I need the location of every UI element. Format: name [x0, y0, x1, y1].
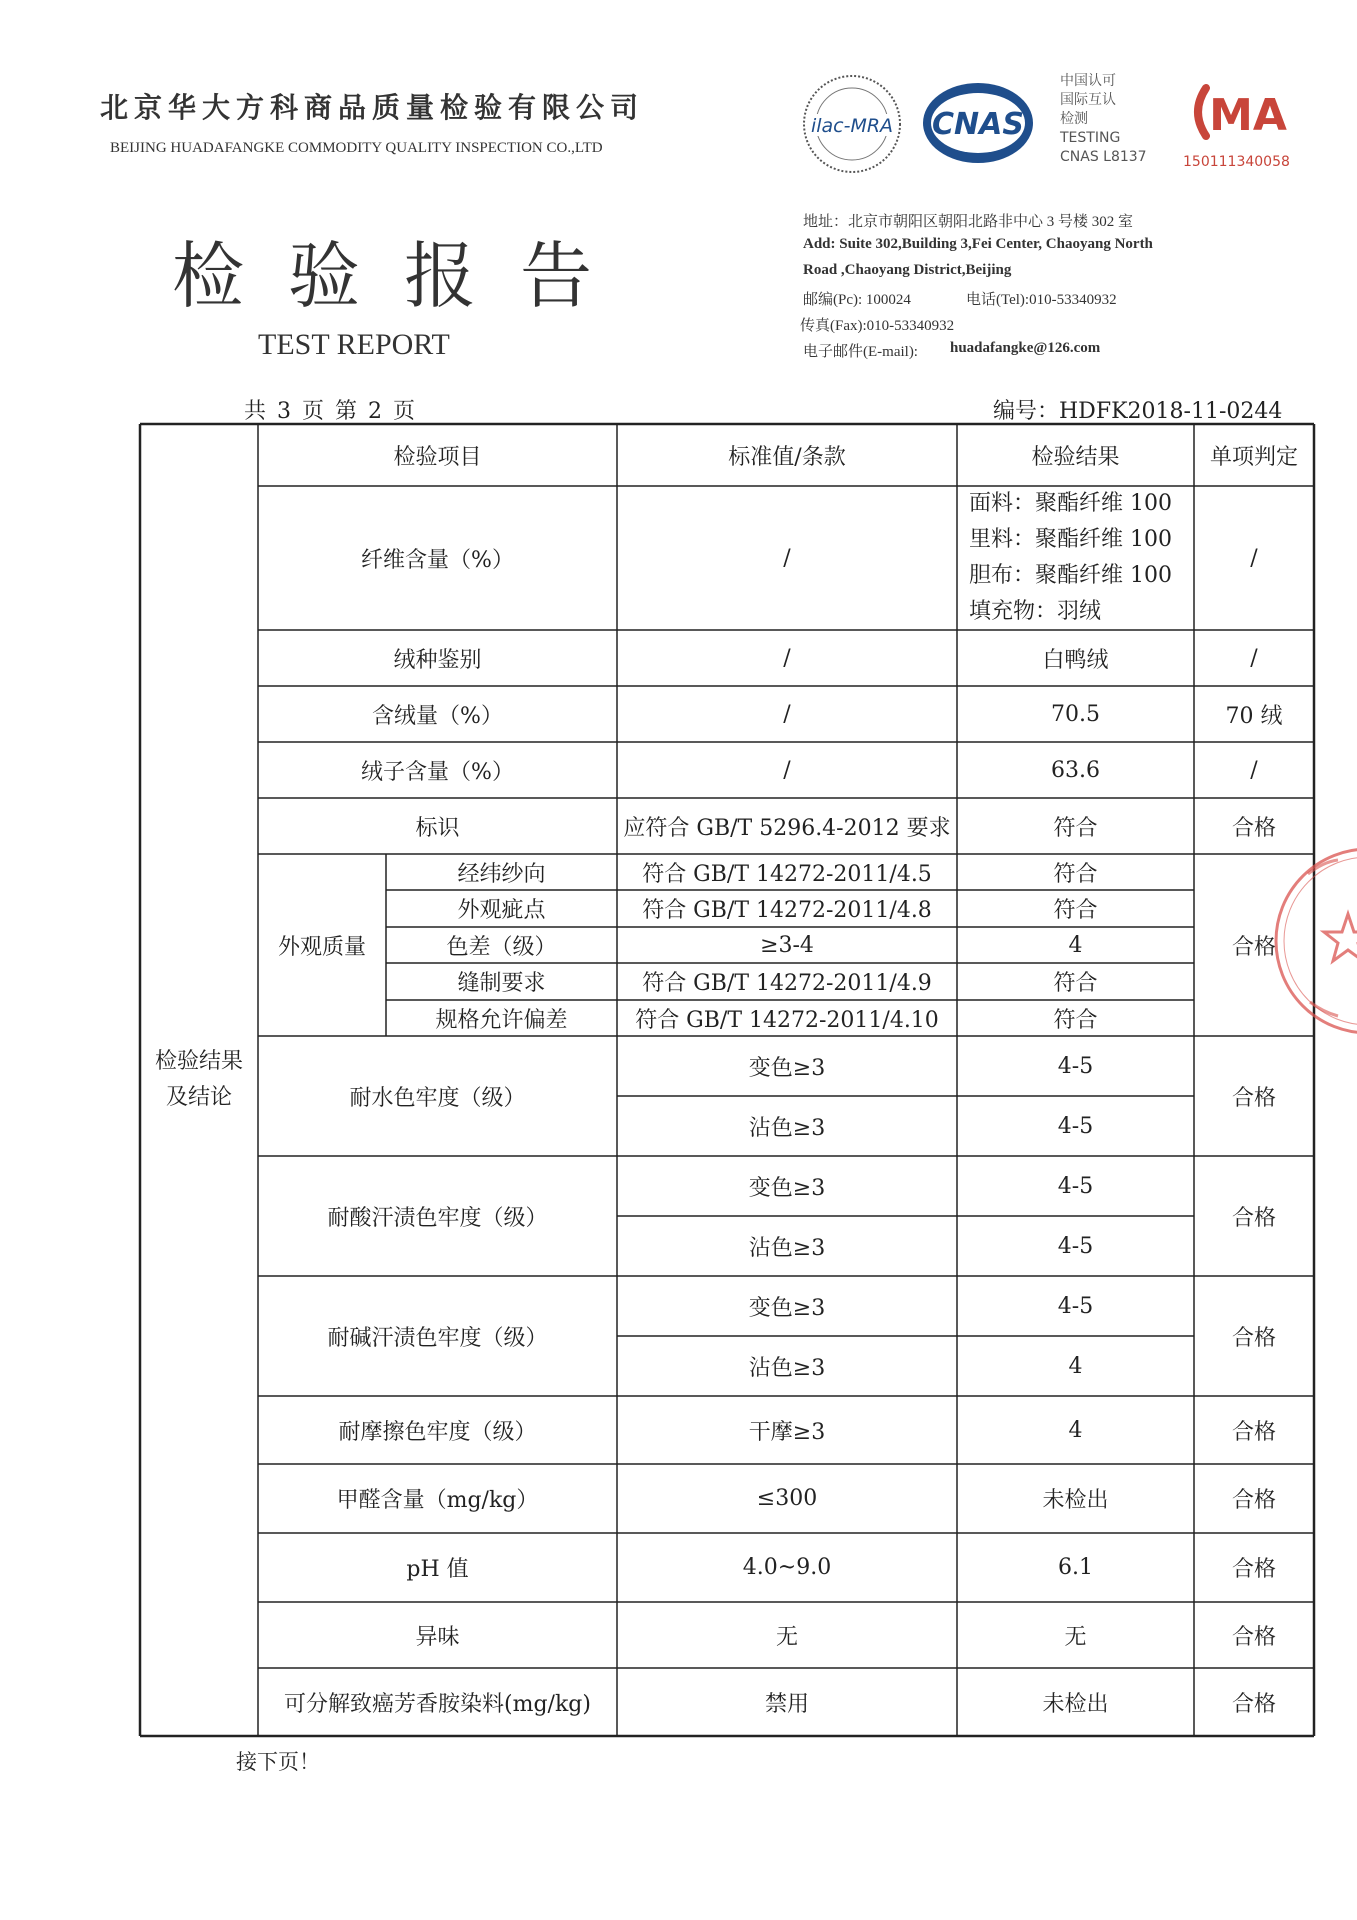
header-judgement: 单项判定	[1209, 444, 1298, 470]
telephone: 电话(Tel):010-53340932	[966, 292, 1117, 308]
ph-item: pH 值	[406, 1557, 469, 1582]
fiber-result-filling: 填充物：羽绒	[969, 599, 1102, 624]
down-cluster-standard: /	[783, 757, 791, 783]
alkali-fastness-res-stain: 4	[1068, 1353, 1083, 1379]
cma-number: 150111340058	[1183, 154, 1290, 170]
down-cluster-result: 63.6	[1051, 757, 1100, 783]
water-fastness-item: 耐水色牢度（级）	[349, 1085, 526, 1111]
alkali-fastness-judgement: 合格	[1231, 1325, 1276, 1351]
appearance-sub: 经纬纱向	[457, 861, 546, 887]
water-fastness-std-change: 变色≥3	[748, 1055, 826, 1081]
alkali-fastness-item: 耐碱汗渍色牢度（级）	[327, 1325, 548, 1351]
appearance-result: 符合	[1053, 898, 1098, 923]
company-name-en: BEIJING HUADAFANGKE COMMODITY QUALITY INSPECTION CO.,LTD	[110, 140, 603, 156]
water-fastness-judgement: 合格	[1231, 1085, 1276, 1111]
fiber-judgement: /	[1250, 545, 1258, 571]
header-item: 检验项目	[393, 444, 482, 470]
down-content-judgement: 70 绒	[1225, 703, 1283, 729]
down-type-item: 绒种鉴别	[393, 647, 482, 673]
page-info: 共 3 页 第 2 页	[244, 399, 417, 424]
cma-logo	[1186, 80, 1298, 144]
label-standard: 应符合 GB/T 5296.4-2012 要求	[623, 815, 951, 841]
report-title-en: TEST REPORT	[258, 328, 450, 361]
appearance-result: 4	[1068, 932, 1083, 958]
down-cluster-item: 绒子含量（%）	[361, 759, 514, 785]
appearance-sub: 规格允许偏差	[435, 1007, 568, 1033]
header-standard: 标准值/条款	[728, 444, 846, 470]
cnas-logo	[918, 78, 1038, 168]
odor-judgement: 合格	[1231, 1624, 1276, 1650]
acid-fastness-std-stain: 沾色≥3	[748, 1235, 826, 1261]
water-fastness-res-change: 4-5	[1057, 1053, 1094, 1079]
appearance-standard: 符合 GB/T 14272-2011/4.8	[642, 898, 932, 923]
report-title-cn: 检验报告	[172, 234, 637, 318]
acid-fastness-res-change: 4-5	[1057, 1173, 1094, 1199]
appearance-standard: 符合 GB/T 14272-2011/4.5	[642, 861, 932, 887]
rub-fastness-judgement: 合格	[1231, 1419, 1276, 1445]
report-number: 编号：HDFK2018-11-0244	[993, 399, 1283, 424]
water-fastness-std-stain: 沾色≥3	[748, 1115, 826, 1141]
alkali-fastness-res-change: 4-5	[1057, 1293, 1094, 1319]
down-type-judgement: /	[1250, 645, 1258, 671]
appearance-sub: 缝制要求	[457, 971, 546, 996]
down-cluster-judgement: /	[1250, 757, 1258, 783]
appearance-standard: 符合 GB/T 14272-2011/4.10	[635, 1007, 939, 1033]
fiber-item: 纤维含量（%）	[361, 547, 514, 573]
odor-result: 无	[1064, 1624, 1087, 1650]
address-line-cn: 地址：北京市朝阳区朝阳北路非中心 3 号楼 302 室	[803, 214, 1134, 230]
fax: 传真(Fax):010-53340932	[800, 318, 955, 334]
down-type-result: 白鸭绒	[1042, 647, 1109, 673]
water-fastness-res-stain: 4-5	[1057, 1113, 1094, 1139]
appearance-result: 符合	[1053, 861, 1098, 887]
svg-text:ilac-MRA: ilac-MRA	[810, 115, 894, 137]
address-line-en-1: Add: Suite 302,Building 3,Fei Center, Chaoyang North	[803, 236, 1153, 252]
formaldehyde-item: 甲醛含量（mg/kg）	[336, 1488, 539, 1513]
svg-text:CNAS: CNAS	[932, 107, 1024, 142]
svg-text:MA: MA	[1209, 90, 1287, 141]
acid-fastness-item: 耐酸汗渍色牢度（级）	[327, 1205, 548, 1231]
appearance-sub: 外观疵点	[457, 898, 546, 923]
alkali-fastness-std-change: 变色≥3	[748, 1295, 826, 1321]
label-item: 标识	[415, 815, 460, 841]
email-label: 电子邮件(E-mail):	[803, 344, 918, 360]
ph-result: 6.1	[1058, 1555, 1093, 1580]
appearance-judgement: 合格	[1231, 934, 1276, 960]
side-label: 检验结果 及结论	[154, 1049, 243, 1110]
continued-note: 接下页！	[236, 1750, 320, 1774]
azo-dye-item: 可分解致癌芳香胺染料(mg/kg)	[284, 1691, 591, 1717]
rub-fastness-result: 4	[1068, 1417, 1083, 1443]
formaldehyde-standard: ≤300	[756, 1486, 818, 1511]
down-type-standard: /	[783, 645, 791, 671]
appearance-result: 符合	[1053, 971, 1098, 996]
azo-dye-result: 未检出	[1042, 1691, 1109, 1717]
ilac-mra-logo	[800, 72, 904, 176]
fiber-result-inner: 胆布：聚酯纤维 100	[969, 563, 1172, 588]
cnas-cert-text: 中国认可 国际互认 检测 TESTING CNAS L8137	[1060, 73, 1147, 165]
acid-fastness-res-stain: 4-5	[1057, 1233, 1094, 1259]
rub-fastness-item: 耐摩擦色牢度（级）	[338, 1419, 537, 1445]
acid-fastness-std-change: 变色≥3	[748, 1175, 826, 1201]
rub-fastness-standard: 干摩≥3	[748, 1419, 826, 1445]
address-line-en-2: Road ,Chaoyang District,Beijing	[803, 262, 1012, 278]
appearance-standard: ≥3-4	[760, 932, 814, 958]
ph-judgement: 合格	[1231, 1557, 1276, 1582]
formaldehyde-judgement: 合格	[1231, 1488, 1276, 1513]
company-name-cn: 北京华大方科商品质量检验有限公司	[100, 91, 645, 124]
fiber-standard: /	[783, 545, 791, 571]
appearance-result: 符合	[1053, 1007, 1098, 1033]
alkali-fastness-std-stain: 沾色≥3	[748, 1355, 826, 1381]
label-result: 符合	[1053, 815, 1098, 841]
fiber-result-lining: 里料：聚酯纤维 100	[969, 527, 1172, 552]
email-address: huadafangke@126.com	[950, 340, 1101, 356]
odor-item: 异味	[415, 1624, 460, 1650]
appearance-sub: 色差（级）	[446, 934, 557, 960]
fiber-result-shell: 面料：聚酯纤维 100	[969, 491, 1172, 516]
official-seal-stamp	[1268, 826, 1357, 1056]
down-content-result: 70.5	[1051, 701, 1100, 727]
fiber-results	[957, 486, 1194, 630]
header-result: 检验结果	[1031, 444, 1120, 470]
azo-dye-standard: 禁用	[764, 1691, 809, 1717]
odor-standard: 无	[775, 1624, 798, 1650]
azo-dye-judgement: 合格	[1231, 1691, 1276, 1717]
appearance-standard: 符合 GB/T 14272-2011/4.9	[642, 971, 932, 996]
appearance-group: 外观质量	[277, 934, 366, 960]
down-content-standard: /	[783, 701, 791, 727]
label-judgement: 合格	[1231, 815, 1276, 841]
acid-fastness-judgement: 合格	[1231, 1205, 1276, 1231]
ph-standard: 4.0~9.0	[742, 1555, 832, 1580]
postcode: 邮编(Pc): 100024	[803, 292, 911, 308]
down-content-item: 含绒量（%）	[372, 703, 503, 729]
formaldehyde-result: 未检出	[1042, 1488, 1109, 1513]
